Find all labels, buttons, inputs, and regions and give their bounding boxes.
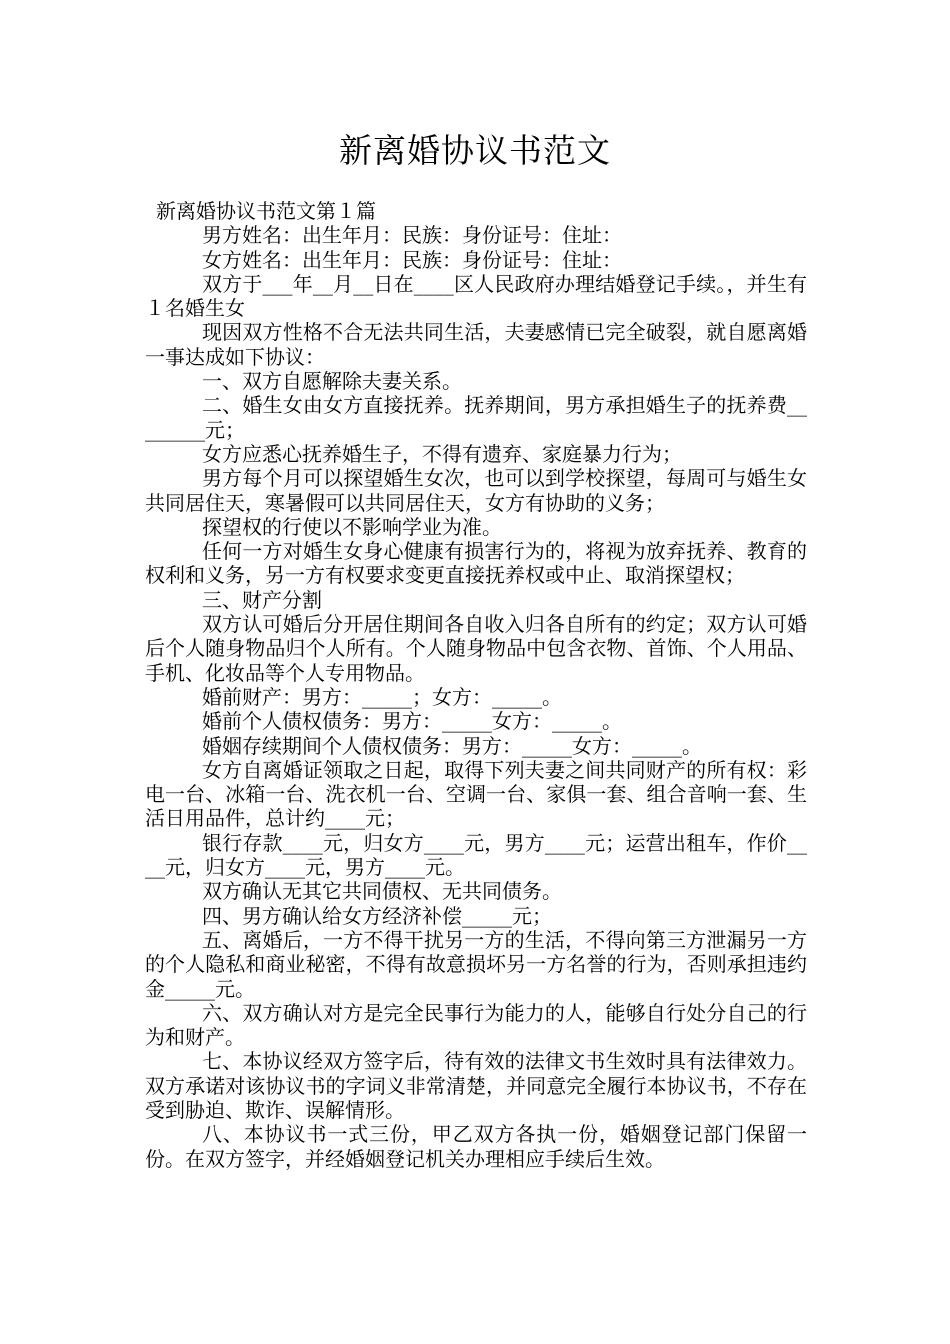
clause-2-paragraph: 探望权的行使以不影响学业为准。: [202, 514, 502, 539]
female-info-line: 女方姓名：出生年月：民族：身份证号：住址：: [202, 247, 622, 272]
clause-8: 八、本协议书一式三份，甲乙双方各执一份，婚姻登记部门保留一份。在双方签字，并经婚姻登记机关办理相应手续后生效。: [145, 1122, 807, 1171]
clause-2-paragraph: 任何一方对婚生女身心健康有损害行为的，将视为放弃抚养、教育的权利和义务，另一方有权要求变更直接抚养权或中止、取消探望权；: [145, 539, 807, 588]
section-heading: 新离婚协议书范文第１篇: [156, 199, 376, 223]
clause-1: 一、双方自愿解除夫妻关系。: [202, 369, 462, 394]
clause-5: 五、离婚后，一方不得干扰另一方的生活，不得向第三方泄漏另一方的个人隐私和商业秘密，不得有故意损坏另一方名誉的行为，否则承担违约金_____元。: [145, 927, 807, 1001]
male-info-line: 男方姓名：出生年月：民族：身份证号：住址：: [202, 223, 622, 248]
clause-6: 六、双方确认对方是完全民事行为能力的人，能够自行处分自己的行为和财产。: [145, 1000, 807, 1050]
clause-3-paragraph: 婚姻存续期间个人债权债务：男方：_____女方：_____。: [202, 733, 702, 758]
divorce-reason-paragraph: 现因双方性格不合无法共同生活，夫妻感情已完全破裂，就自愿离婚一事达成如下协议：: [145, 320, 807, 369]
clause-3-paragraph: 银行存款____元，归女方____元，男方____元；运营出租车，作价____元，归女方____元，男方____元。: [145, 830, 807, 880]
clause-3-paragraph: 女方自离婚证领取之日起，取得下列夫妻之间共同财产的所有权：彩电一台、冰箱一台、洗衣机一台、空调一台、家俱一套、组合音响一套、生活日用品件，总计约____元；: [145, 757, 807, 831]
marriage-registration-paragraph: 双方于___年__月__日在____区人民政府办理结婚登记手续。，并生有１名婚生女: [145, 271, 807, 321]
clause-2: 二、婚生女由女方直接抚养。抚养期间，男方承担婚生子的抚养费________元；: [145, 393, 807, 442]
clause-4: 四、男方确认给女方经济补偿_____元；: [202, 903, 552, 928]
clause-3-paragraph: 婚前个人债权债务：男方：_____女方：_____。: [202, 709, 622, 734]
clause-7: 七、本协议经双方签字后，待有效的法律文书生效时具有法律效力。双方承诺对该协议书的字词义非常清楚，并同意完全履行本协议书，不存在受到胁迫、欺诈、误解情形。: [145, 1049, 807, 1122]
clause-2-paragraph: 女方应悉心抚养婚生子，不得有遗弃、家庭暴力行为；: [202, 441, 682, 466]
clause-3-paragraph: 婚前财产：男方：_____；女方：_____。: [202, 684, 562, 709]
document-body: [145, 199, 807, 1171]
clause-3-paragraph: 双方认可婚后分开居住期间各自收入归各自所有的约定；双方认可婚后个人随身物品归个人所有。个人随身物品中包含衣物、首饰、个人用品、手机、化妆品等个人专用物品。: [145, 612, 807, 685]
clause-2-paragraph: 男方每个月可以探望婚生女次，也可以到学校探望，每周可与婚生女共同居住天，寒暑假可以共同居住天，女方有协助的义务；: [145, 466, 807, 515]
clause-3-paragraph: 双方确认无其它共同债权、无共同债务。: [202, 879, 562, 904]
document-title: 新离婚协议书范文: [339, 131, 611, 170]
clause-3: 三、财产分割: [202, 587, 322, 612]
